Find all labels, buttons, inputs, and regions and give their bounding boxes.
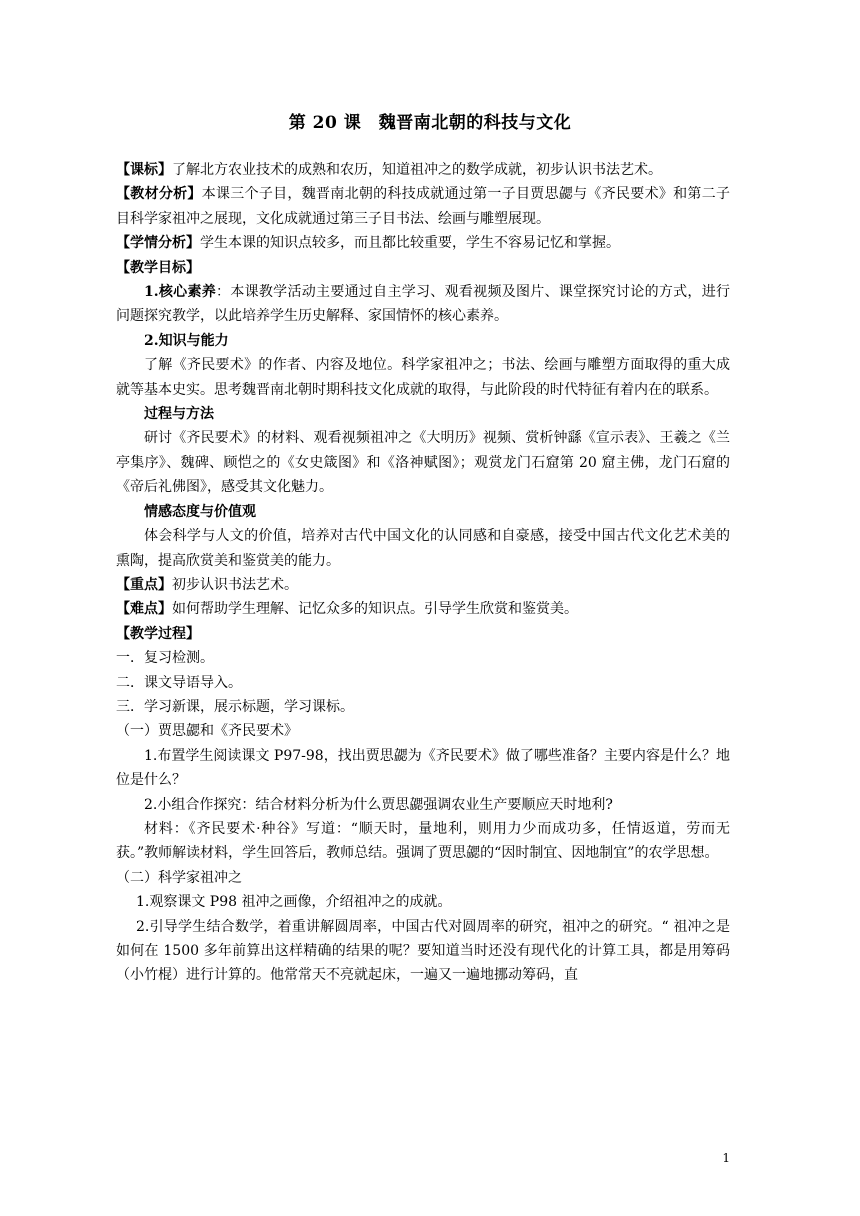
suyang-text: ：本课教学活动主要通过自主学习、观看视频及图片、课堂探究讨论的方式，进行问题探究教学，以此培养学生历史解释、家国情怀的核心素养。 bbox=[116, 284, 730, 325]
nandian-paragraph bbox=[116, 597, 730, 621]
jiaoxue-guocheng-heading: 【教学过程】 bbox=[116, 625, 200, 642]
section2-heading: （二）科学家祖冲之 bbox=[116, 869, 242, 886]
section1-paragraph: 2.小组合作探究：结合材料分析为什么贾思勰强调农业生产要顺应天时地利? bbox=[144, 796, 613, 813]
guocheng-paragraph: 研讨《齐民要术》的材料、观看视频祖冲之《大明历》视频、赏析钟繇《宣示表》、王羲之《兰亭集序》、魏碑、顾恺之的《女史箴图》和《洛神赋图》；观赏龙门石窟第 20 窟主佛，龙门石窟的《帝后礼佛图》，感受其文化魅力。 bbox=[116, 430, 730, 496]
zhishi-heading: 2.知识与能力 bbox=[144, 332, 229, 349]
suyang-paragraph bbox=[116, 280, 730, 329]
zhongdian-label: 【重点】 bbox=[116, 576, 172, 593]
kebiao-text: 了解北方农业技术的成熟和农历，知道祖冲之的数学成就，初步认识书法艺术。 bbox=[172, 162, 662, 178]
step-item: 一．复习检测。 bbox=[116, 650, 214, 667]
kebiao-paragraph bbox=[116, 158, 730, 182]
zhongdian-paragraph bbox=[116, 573, 730, 597]
section2-paragraph: 2.引导学生结合数学，着重讲解圆周率，中国古代对圆周率的研究，祖冲之的研究。“ 祖冲之是如何在 1500 多年前算出这样精确的结果的呢？要知道当时还没有现代化的计算工具，都是用筹码（小竹棍）进行计算的。他常常天不亮就起床，一遍又一遍地挪动筹码，直 bbox=[116, 918, 730, 984]
qinggan-paragraph: 体会科学与人文的价值，培养对古代中国文化的认同感和自豪感，接受中国古代文化艺术美的熏陶，提高欣赏美和鉴赏美的能力。 bbox=[116, 528, 730, 569]
mubiao-heading: 【教学目标】 bbox=[116, 259, 200, 276]
jiaocai-text: 本课三个子目，魏晋南北朝的科技成就通过第一子目贾思勰与《齐民要术》和第二子目科学家祖冲之展现，文化成就通过第三子目书法、绘画与雕塑展现。 bbox=[116, 186, 731, 227]
section1-material: 材料：《齐民要术·种谷》写道：“顺天时，量地利，则用力少而成功多，任情返道，劳而无获。”教师解读材料，学生回答后，教师总结。强调了贾思勰的“因时制宜、因地制宜”的农学思想。 bbox=[116, 820, 730, 862]
kebiao-label: 【课标】 bbox=[116, 162, 172, 178]
xueqing-paragraph bbox=[116, 231, 730, 255]
zhongdian-text: 初步认识书法艺术。 bbox=[172, 576, 298, 593]
step-item: 三．学习新课，展示标题，学习课标。 bbox=[116, 698, 354, 715]
jiaocai-label: 【教材分析】 bbox=[116, 186, 202, 203]
qinggan-heading: 情感态度与价值观 bbox=[144, 503, 256, 520]
jiaocai-paragraph bbox=[116, 182, 730, 231]
page-title: 第 20 课 魏晋南北朝的科技与文化 bbox=[288, 113, 572, 133]
section1-paragraph: 1.布置学生阅读课文 P97-98，找出贾思勰为《齐民要术》做了哪些准备？主要内容是什么？地位是什么？ bbox=[116, 747, 730, 789]
step-item: 二．课文导语导入。 bbox=[116, 674, 242, 691]
xueqing-text: 学生本课的知识点较多，而且都比较重要，学生不容易记忆和掌握。 bbox=[200, 235, 620, 252]
suyang-label: 1.核心素养 bbox=[144, 284, 217, 301]
section2-paragraph: 1.观察课文 P98 祖冲之画像，介绍祖冲之的成就。 bbox=[136, 894, 452, 911]
zhishi-paragraph: 了解《齐民要术》的作者、内容及地位。科学家祖冲之；书法、绘画与雕塑方面取得的重大成就等基本史实。思考魏晋南北朝时期科技文化成就的取得，与此阶段的时代特征有着内在的联系。 bbox=[116, 357, 730, 398]
document-body bbox=[116, 158, 730, 988]
xueqing-label: 【学情分析】 bbox=[116, 235, 200, 252]
nandian-text: 如何帮助学生理解、记忆众多的知识点。引导学生欣赏和鉴赏美。 bbox=[172, 601, 578, 618]
nandian-label: 【难点】 bbox=[116, 601, 172, 618]
page-number: 1 bbox=[722, 1151, 730, 1165]
section1-heading: （一）贾思勰和《齐民要术》 bbox=[116, 723, 298, 740]
guocheng-heading: 过程与方法 bbox=[144, 406, 214, 423]
